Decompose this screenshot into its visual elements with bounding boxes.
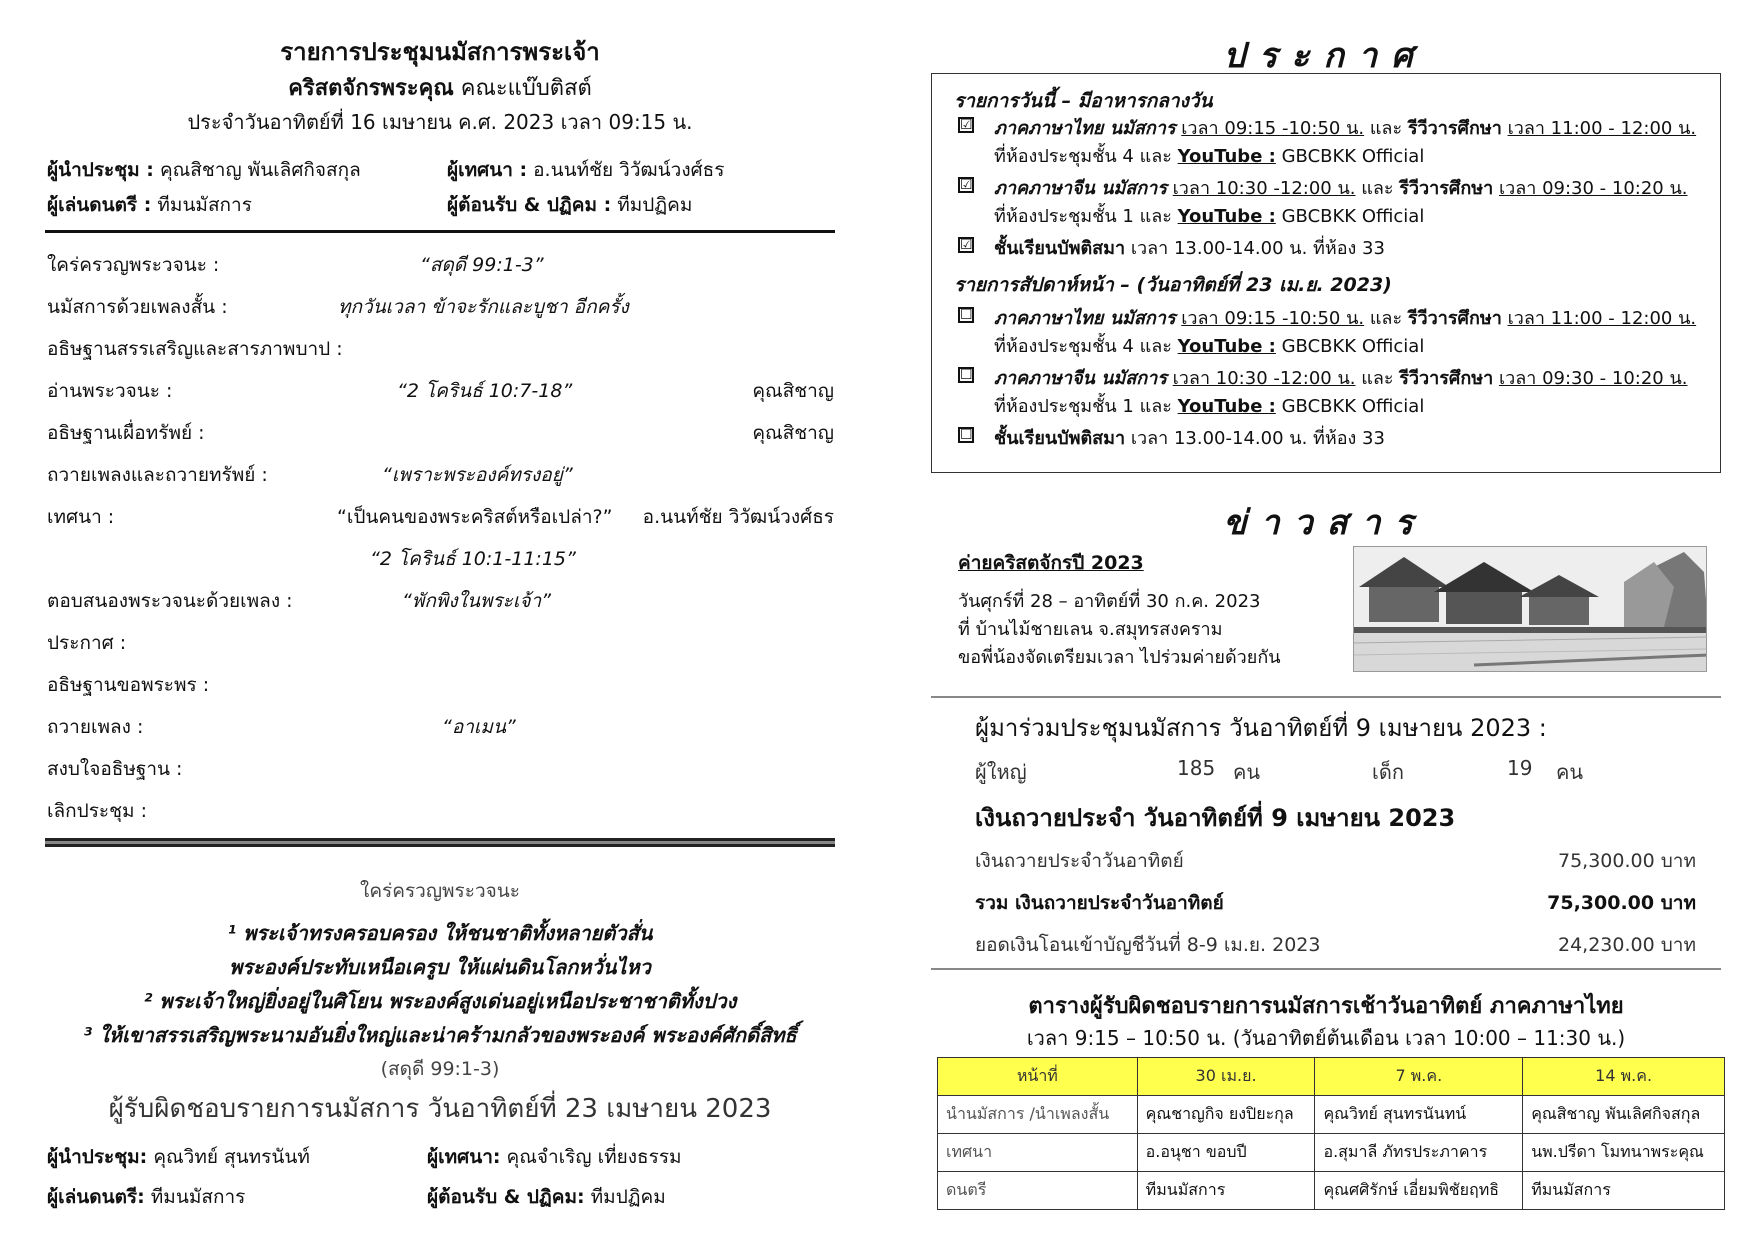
- next-usher-value: ทีมปฏิคม: [590, 1186, 666, 1208]
- adult-label: ผู้ใหญ่: [975, 760, 1027, 784]
- location-text: ที่ห้องประชุมชั้น 1 และ: [994, 206, 1178, 227]
- baptism-item: [994, 233, 1385, 262]
- leader-row: [47, 155, 361, 185]
- next-music-row: [47, 1182, 245, 1212]
- order-label: อธิษฐานสรรเสริญและสารภาพบาป :: [47, 338, 343, 360]
- study-time: เวลา 09:30 - 10:20 น.: [1498, 178, 1688, 199]
- announcement-item: [994, 113, 1696, 142]
- divider: [45, 838, 835, 847]
- preacher-value: อ.นนท์ชัย วิวัฒน์วงศ์ธร: [533, 159, 725, 181]
- schedule-subtitle: เวลา 9:15 – 10:50 น. (วันอาทิตย์ต้นเดือน เวลา 10:00 – 11:30 น.): [1026, 1026, 1626, 1050]
- baptism-item: [994, 423, 1385, 452]
- next-music-value: ทีมนมัสการ: [150, 1186, 246, 1208]
- child-count: 19: [1507, 756, 1533, 780]
- baptism-label: ชั้นเรียนบัพติสมา: [994, 238, 1126, 259]
- order-detail: “พักพิงในพระเจ้า”: [402, 590, 552, 612]
- worship-time: เวลา 09:15 -10:50 น.: [1181, 308, 1365, 329]
- camp-line: ที่ บ้านไม้ชายเลน จ.สมุทรสงคราม: [958, 619, 1223, 640]
- study-label: รีวีวารศึกษา: [1407, 308, 1502, 329]
- announcement-item: [994, 303, 1696, 332]
- order-label: สงบใจอธิษฐาน :: [47, 758, 183, 780]
- usher-value: ทีมปฏิคม: [617, 194, 693, 216]
- study-label: รีวีวารศึกษา: [1399, 368, 1494, 389]
- column-header: หน้าที่: [938, 1058, 1138, 1096]
- baptism-detail: เวลา 13.00-14.00 น. ที่ห้อง 33: [1125, 238, 1385, 259]
- today-title: รายการวันนี้ – มีอาหารกลางวัน: [954, 90, 1213, 112]
- order-label: เทศนา :: [47, 506, 115, 528]
- order-label: ตอบสนองพระวจนะด้วยเพลง :: [47, 590, 293, 612]
- dept-label: ภาคภาษาจีน นมัสการ: [994, 178, 1167, 199]
- checkbox-icon: ☐: [960, 367, 973, 383]
- baptism-detail: เวลา 13.00-14.00 น. ที่ห้อง 33: [1125, 428, 1385, 449]
- camp-line: วันศุกร์ที่ 28 – อาทิตย์ที่ 30 ก.ค. 2023: [958, 591, 1261, 612]
- child-label: เด็ก: [1372, 760, 1404, 784]
- camp-title: ค่ายคริสตจักรปี 2023: [958, 552, 1144, 574]
- offering-total-value: 75,300.00 บาท: [1547, 892, 1696, 914]
- church-name-bold: คริสตจักรพระคุณ: [288, 76, 454, 101]
- table-header-row: [938, 1058, 1725, 1096]
- offering-label: เงินถวายประจำวันอาทิตย์: [975, 850, 1184, 872]
- next-leader-label: ผู้นำประชุม:: [47, 1146, 148, 1168]
- usher-label: ผู้ต้อนรับ & ปฏิคม :: [447, 194, 612, 216]
- next-usher-label: ผู้ต้อนรับ & ปฏิคม:: [427, 1186, 585, 1208]
- announcement-item: [994, 173, 1688, 202]
- order-detail: “เพราะพระองค์ทรงอยู่”: [382, 464, 573, 486]
- channel-name: GBCBKK Official: [1275, 336, 1425, 357]
- order-person: อ.นนท์ชัย วิวัฒน์วงศ์ธร: [642, 506, 834, 528]
- transfer-label: ยอดเงินโอนเข้าบัญชีวันที่ 8-9 เม.ย. 2023: [975, 934, 1321, 956]
- table-cell: คุณสิชาญ พันเลิศกิจสกุล: [1523, 1096, 1725, 1134]
- scripture-reference: (สดุดี 99:1-3): [380, 1058, 500, 1080]
- order-label: อธิษฐานขอพระพร :: [47, 674, 210, 696]
- scripture-line: ² พระเจ้าใหญ่ยิ่งอยู่ในศิโยน พระองค์สูงเด่นอยู่เหนือประชาชาติทั้งปวง: [143, 989, 737, 1013]
- youtube-link[interactable]: YouTube :: [1177, 206, 1276, 227]
- church-name: [45, 70, 835, 105]
- order-detail: ทุกวันเวลา ข้าจะรักและบูชา อีกครั้ง: [338, 296, 629, 318]
- order-detail: “เป็นคนของพระคริสต์หรือเปล่า?”: [337, 506, 613, 528]
- checkbox-icon: ☑: [960, 177, 973, 193]
- checkbox-icon: ☑: [960, 237, 973, 253]
- order-detail: “2 โครินธ์ 10:1-11:15”: [370, 548, 576, 570]
- baptism-label: ชั้นเรียนบัพติสมา: [994, 428, 1126, 449]
- adult-unit: คน: [1233, 760, 1261, 784]
- table-cell: นพ.ปรีดา โมทนาพระคุณ: [1523, 1134, 1725, 1172]
- and-text: และ: [1355, 368, 1400, 389]
- preacher-label: ผู้เทศนา :: [447, 159, 528, 181]
- announcement-item-location: [994, 201, 1424, 230]
- order-label: ใคร่ครวญพระวจนะ :: [47, 254, 220, 276]
- offering-value: 75,300.00 บาท: [1558, 850, 1696, 872]
- music-row: [47, 190, 252, 220]
- table-cell: นำนมัสการ /นำเพลงสั้น: [938, 1096, 1138, 1134]
- announcement-item: [994, 363, 1688, 392]
- offering-title: เงินถวายประจำ วันอาทิตย์ที่ 9 เมษายน 2023: [975, 804, 1456, 832]
- column-header: 14 พ.ค.: [1523, 1058, 1725, 1096]
- next-week-announcements-title: รายการสัปดาห์หน้า – (วันอาทิตย์ที่ 23 เม.ย. 2023): [954, 274, 1392, 296]
- scripture-line: ¹ พระเจ้าทรงครอบครอง ให้ชนชาติทั้งหลายตัวสั่น: [227, 921, 653, 945]
- table-cell: อ.สุมาลี ภัทรประภาคาร: [1315, 1134, 1523, 1172]
- table-row: [938, 1172, 1725, 1210]
- next-leader-row: [47, 1142, 310, 1172]
- scripture-heading: ใคร่ครวญพระวจนะ: [360, 880, 520, 902]
- schedule-title: ตารางผู้รับผิดชอบรายการนมัสการเช้าวันอาทิตย์ ภาคภาษาไทย: [1028, 994, 1624, 1019]
- study-time: เวลา 11:00 - 12:00 น.: [1507, 118, 1697, 139]
- youtube-link[interactable]: YouTube :: [1177, 146, 1276, 167]
- music-label: ผู้เล่นดนตรี :: [47, 194, 152, 216]
- next-music-label: ผู้เล่นดนตรี:: [47, 1186, 145, 1208]
- dept-label: ภาคภาษาจีน นมัสการ: [994, 368, 1167, 389]
- child-unit: คน: [1556, 760, 1584, 784]
- table-cell: ทีมนมัสการ: [1137, 1172, 1315, 1210]
- checkbox-icon: ☐: [960, 307, 973, 323]
- page-title: รายการประชุมนมัสการพระเจ้า: [280, 38, 600, 66]
- announcements-heading: ประกาศ: [1223, 36, 1427, 76]
- scripture-block: [45, 876, 835, 1084]
- next-preacher-row: [427, 1142, 682, 1172]
- next-week-title: ผู้รับผิดชอบรายการนมัสการ วันอาทิตย์ที่ 23 เมษายน 2023: [108, 1094, 772, 1124]
- channel-name: GBCBKK Official: [1275, 206, 1425, 227]
- table-row: [938, 1096, 1725, 1134]
- youtube-link[interactable]: YouTube :: [1177, 396, 1276, 417]
- order-person: คุณสิชาญ: [752, 380, 834, 402]
- announcement-item-location: [994, 331, 1424, 360]
- camp-line: ขอพี่น้องจัดเตรียมเวลา ไปร่วมค่ายด้วยกัน: [958, 647, 1281, 668]
- leader-label: ผู้นำประชุม :: [47, 159, 154, 181]
- next-preacher-value: คุณจำเริญ เที่ยงธรรม: [506, 1146, 682, 1168]
- music-value: ทีมนมัสการ: [157, 194, 252, 216]
- order-label: อ่านพระวจนะ :: [47, 380, 173, 402]
- order-label: ถวายเพลง :: [47, 716, 144, 738]
- news-heading: ข่าวสาร: [1223, 503, 1427, 543]
- dept-label: ภาคภาษาไทย นมัสการ: [994, 308, 1176, 329]
- table-row: [938, 1134, 1725, 1172]
- table-cell: คุณวิทย์ สุนทรนันทน์: [1315, 1096, 1523, 1134]
- column-header: 30 เม.ย.: [1137, 1058, 1315, 1096]
- and-text: และ: [1364, 308, 1408, 329]
- offering-total-label: รวม เงินถวายประจำวันอาทิตย์: [975, 892, 1224, 914]
- camp-photo: [1353, 546, 1707, 672]
- table-cell: เทศนา: [938, 1134, 1138, 1172]
- table-cell: คุณชาญกิจ ยงปิยะกุล: [1137, 1096, 1315, 1134]
- channel-name: GBCBKK Official: [1275, 396, 1425, 417]
- and-text: และ: [1355, 178, 1400, 199]
- next-leader-value: คุณวิทย์ สุนทรนันท์: [153, 1146, 310, 1168]
- church-name-rest: คณะแบ๊บติสต์: [460, 76, 592, 101]
- usher-row: [447, 190, 692, 220]
- order-detail: “2 โครินธ์ 10:7-18”: [397, 380, 573, 402]
- column-header: 7 พ.ค.: [1315, 1058, 1523, 1096]
- order-detail: “สดุดี 99:1-3”: [420, 254, 544, 276]
- divider: [931, 696, 1721, 698]
- announcement-item-location: [994, 141, 1424, 170]
- order-label: เลิกประชุม :: [47, 800, 147, 822]
- order-label: ประกาศ :: [47, 632, 127, 654]
- table-cell: คุณศศิรักษ์ เอี่ยมพิชัยฤทธิ: [1315, 1172, 1523, 1210]
- location-text: ที่ห้องประชุมชั้น 4 และ: [994, 336, 1178, 357]
- preacher-row: [447, 155, 724, 185]
- worship-time: เวลา 09:15 -10:50 น.: [1181, 118, 1365, 139]
- study-time: เวลา 09:30 - 10:20 น.: [1498, 368, 1688, 389]
- dept-label: ภาคภาษาไทย นมัสการ: [994, 118, 1176, 139]
- location-text: ที่ห้องประชุมชั้น 1 และ: [994, 396, 1178, 417]
- order-label: ถวายเพลงและถวายทรัพย์ :: [47, 464, 268, 486]
- adult-count: 185: [1177, 756, 1216, 780]
- checkbox-icon: ☑: [960, 117, 973, 133]
- checkbox-icon: ☐: [960, 427, 973, 443]
- scripture-line: พระองค์ประทับเหนือเครูบ ให้แผ่นดินโลกหวั่นไหว: [229, 955, 651, 979]
- youtube-link[interactable]: YouTube :: [1177, 336, 1276, 357]
- table-cell: อ.อนุชา ขอบปี: [1137, 1134, 1315, 1172]
- channel-name: GBCBKK Official: [1275, 146, 1425, 167]
- and-text: และ: [1364, 118, 1408, 139]
- table-cell: ทีมนมัสการ: [1523, 1172, 1725, 1210]
- order-person: คุณสิชาญ: [752, 422, 834, 444]
- transfer-value: 24,230.00 บาท: [1558, 934, 1696, 956]
- study-label: รีวีวารศึกษา: [1407, 118, 1502, 139]
- leader-value: คุณสิชาญ พันเลิศกิจสกุล: [159, 159, 361, 181]
- service-date: ประจำวันอาทิตย์ที่ 16 เมษายน ค.ศ. 2023 เวลา 09:15 น.: [187, 110, 693, 134]
- announcement-item-location: [994, 391, 1424, 420]
- order-label: นมัสการด้วยเพลงสั้น :: [47, 296, 228, 318]
- location-text: ที่ห้องประชุมชั้น 4 และ: [994, 146, 1178, 167]
- order-detail: “อาเมน”: [442, 716, 516, 738]
- camp-photo-image: [1354, 547, 1707, 672]
- schedule-table: [937, 1057, 1725, 1210]
- worship-time: เวลา 10:30 -12:00 น.: [1172, 368, 1356, 389]
- next-usher-row: [427, 1182, 666, 1212]
- study-time: เวลา 11:00 - 12:00 น.: [1507, 308, 1697, 329]
- table-cell: ดนตรี: [938, 1172, 1138, 1210]
- worship-time: เวลา 10:30 -12:00 น.: [1172, 178, 1356, 199]
- scripture-line: ³ ให้เขาสรรเสริญพระนามอันยิ่งใหญ่และน่าคร้ามกลัวของพระองค์ พระองค์ศักดิ์สิทธิ์: [83, 1023, 797, 1047]
- study-label: รีวีวารศึกษา: [1399, 178, 1494, 199]
- divider: [931, 968, 1721, 970]
- next-preacher-label: ผู้เทศนา:: [427, 1146, 501, 1168]
- order-label: อธิษฐานเผื่อทรัพย์ :: [47, 422, 205, 444]
- divider: [45, 230, 835, 233]
- attendance-title: ผู้มาร่วมประชุมนมัสการ วันอาทิตย์ที่ 9 เมษายน 2023 :: [975, 714, 1547, 742]
